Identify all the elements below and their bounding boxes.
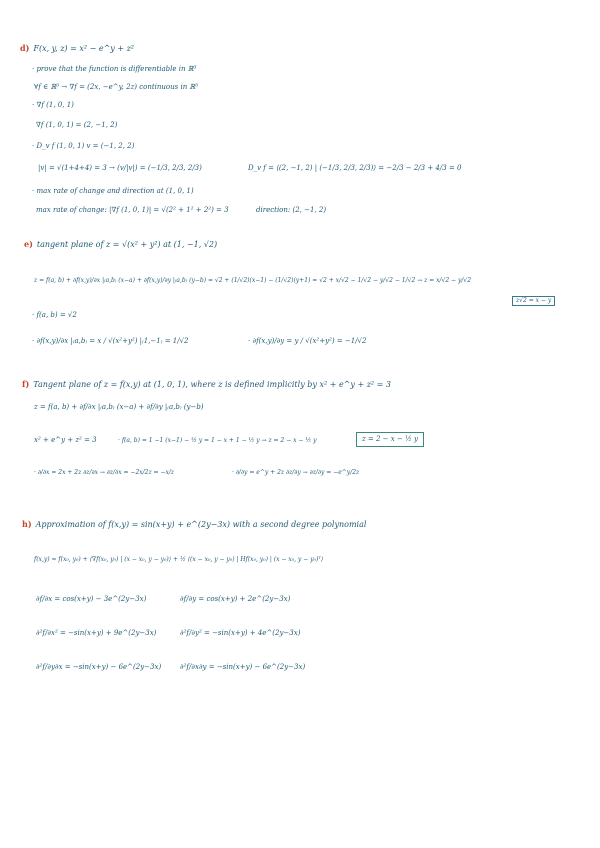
h-partial-yx: ∂²f/∂y∂x = −sin(x+y) − 6e^(2y−3x) [36,663,162,671]
h-partial-x: ∂f/∂x = cos(x+y) − 3e^(2y−3x) [36,595,147,603]
d-directional-heading: · D_v f (1, 0, 1) v = (−1, 2, 2) [32,142,135,150]
d-directional-calc: D_v f = ⟨(2, −1, 2) | (−1/3, 2/3, 2/3)⟩ = −2/3 − 2/3 + 4/3 = 0 [248,164,462,172]
e-tangent-plane-formula: z = f(a, b) + ∂f(x,y)/∂x |₍a,b₎ (x−a) + ∂f(x,y)/∂y |₍a,b₎ (y−b) = √2 + (1/√2)(x−1) − (1/√2)(y+1) = √2 + x/√2 − 1/√2 − y/√2 − 1/√2 → z = x/√2 − y/√2 [34,277,472,284]
section-h-label: h) [22,519,32,529]
e-partial-x: · ∂f(x,y)/∂x |₍a,b₎ = x / √(x²+y²) |₍1,−1₎ = 1/√2 [32,337,189,345]
h-partial-xx: ∂²f/∂x² = −sin(x+y) + 9e^(2y−3x) [36,629,157,637]
h-partial-y: ∂f/∂y = cos(x+y) + 2e^(2y−3x) [180,595,291,603]
d-gradient-value: ∇f (1, 0, 1) = (2, −1, 2) [36,121,118,129]
section-d-label: d) [20,43,30,53]
d-max-rate-calc: max rate of change: |∇f (1, 0, 1)| = √(2² + 1² + 2²) = 3 [36,206,229,214]
d-continuity-text: ∀f ∈ ℝ³ → ∇f = (2x, −e^y, 2z) continuous in ℝ³ [34,83,199,91]
section-h-title: h) Approximation of f(x,y) = sin(x+y) + e^(2y−3x) with a second degree polynomial [22,519,367,529]
e-partial-y: · ∂f(x,y)/∂y = y / √(x²+y²) = −1/√2 [248,337,367,345]
e-boxed-result: z√2 = x − y [512,296,555,306]
h-partial-xy: ∂²f/∂x∂y = −sin(x+y) − 6e^(2y−3x) [180,663,306,671]
d-max-rate-heading: · max rate of change and direction at (1, 0, 1) [32,187,194,195]
f-plane-calc: · f(a, b) = 1 −1 (x−1) − ½ y = 1 − x + 1 − ½ y → z = 2 − x − ½ y [118,437,317,444]
section-f-label: f) [22,379,30,389]
f-partial-x: · ∂/∂x = 2x + 2z ∂z/∂x → ∂z/∂x = −2x/2z = −x/z [34,469,175,476]
f-tangent-plane-formula: z = f(a, b) + ∂f/∂x |₍a,b₎ (x−a) + ∂f/∂y |₍a,b₎ (y−b) [34,403,204,411]
d-direction-result: direction: (2, −1, 2) [256,206,327,214]
d-gradient-point: · ∇f (1, 0, 1) [32,101,74,109]
d-prove-text: · prove that the function is differentiable in ℝ³ [32,65,197,73]
h-taylor-formula: f(x,y) ≈ f(x₀, y₀) + ⟨∇f(x₀, y₀) | (x − x₀, y − y₀)⟩ + ½ ⟨(x − x₀, y − y₀) | Hf(x₀, y₀) | (x − x₀, y − y₀)ᵀ⟩ [34,556,324,563]
f-implicit-eq: x² + e^y + z² = 3 [34,436,97,444]
section-e-label: e) [24,239,33,249]
f-partial-y: · ∂/∂y = e^y + 2z ∂z/∂y → ∂z/∂y = −e^y/2z [232,469,360,476]
f-boxed-result: z = 2 − x − ½ y [356,432,424,447]
section-f-title: f) Tangent plane of z = f(x,y) at (1, 0, 1), where z is defined implicitly by x² + e^y + z² = 3 [22,379,391,389]
e-f-ab: · f(a, b) = √2 [32,311,77,319]
section-d-title: d) F(x, y, z) = x² − e^y + z² [20,43,135,53]
d-direction-norm: |v| = √(1+4+4) = 3 → (v/|v|) = (−1/3, 2/3, 2/3) [38,164,202,172]
h-partial-yy: ∂²f/∂y² = −sin(x+y) + 4e^(2y−3x) [180,629,301,637]
section-e-title: e) tangent plane of z = √(x² + y²) at (1, −1, √2) [24,239,218,249]
